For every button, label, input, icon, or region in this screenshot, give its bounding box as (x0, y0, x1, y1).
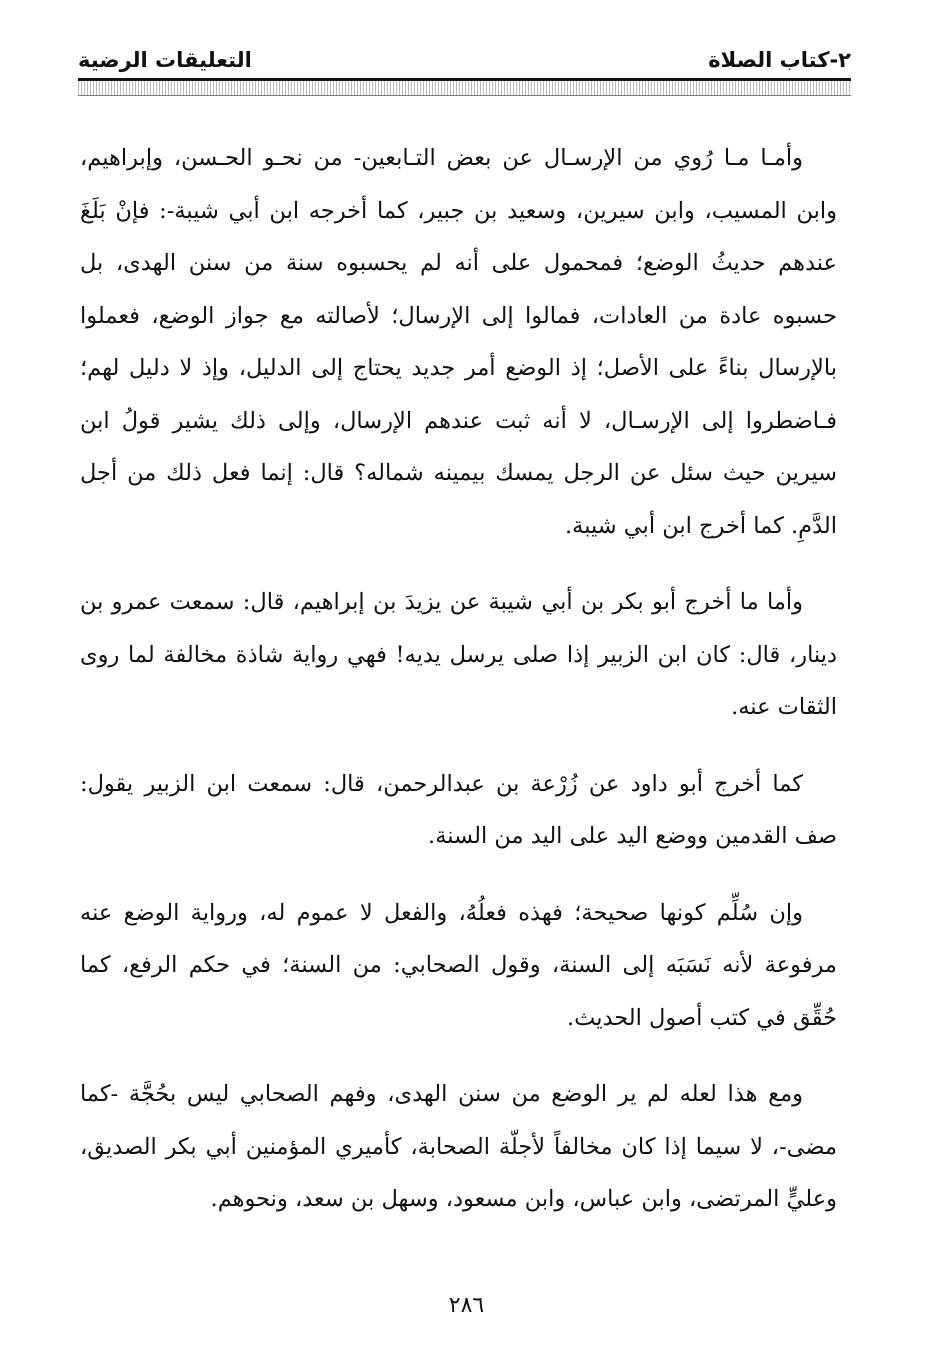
paragraph-4: وإن سُلِّم كونها صحيحة؛ فهذه فعلُهُ، والفعل لا عموم له، ورواية الوضع عنه مرفوعة لأنه نَسَبَه إلى السنة، وقول الصحابي: من السنة؛ في حكم الرفع، كما حُقِّق في كتب أصول الحديث. (80, 899, 837, 1031)
paragraph-5: ومع هذا لعله لم ير الوضع من سنن الهدى، وفهم الصحابي ليس بحُجَّة -كما مضى-، لا سيما إذا كان مخالفاً لأجلّة الصحابة، كأميري المؤمنين أبي بكر الصديق، وعليٍّ المرتضى، وابن عباس، وابن مسعود، وسهل بن سعد، ونحوهم. (80, 1081, 837, 1212)
header-divider (78, 78, 851, 96)
paragraph-1: وأمـا مـا رُوي من الإرسـال عن بعض التـابعين- من نحـو الحـسن، وإبراهيم، وابن المسيب، وابن سيرين، وسعيد بن جبير، كما أخرجه ابن أبي شيبة-: فإنْ بَلَغَ عندهم حديثُ الوضع؛ فمحمول على أنه لم يحسبوه سنة من سنن الهدى، بل حسبوه عادة من العادات، فمالوا إلى الإرسال؛ لأصالته مع جواز الوضع، فعملوا بالإرسال بناءً على الأصل؛ إذ الوضع أمر جديد يحتاج إلى الدليل، وإذ لا دليل لهم؛ فـاضطروا إلى الإرسـال، لا أنه ثبت عندهم الإرسال، وإلى ذلك يشير قولُ ابن سيرين حيث سئل عن الرجل يمسك بيمينه شماله؟ قال: إنما فعل ذلك من أجل الدَّمِ. كما أخرج ابن أبي شيبة. (80, 145, 837, 539)
paragraph-3: كما أخرج أبو داود عن زُرْعة بن عبدالرحمن، قال: سمعت ابن الزبير يقول: صف القدمين ووضع اليد على اليد من السنة. (80, 770, 837, 849)
body-text (80, 132, 837, 1250)
page-number: ٢٨٦ (448, 1293, 485, 1318)
running-header (78, 36, 851, 72)
chapter-title: ٢-كتاب الصلاة (708, 48, 851, 72)
book-title: التعليقات الرضية (78, 48, 252, 72)
paragraph-2: وأما ما أخرج أبو بكر بن أبي شيبة عن يزيدَ بن إبراهيم، قال: سمعت عمرو بن دينار، قال: كان ابن الزبير إذا صلى يرسل يديه! فهي رواية شاذة مخالفة لما روى الثقات عنه. (80, 589, 837, 720)
